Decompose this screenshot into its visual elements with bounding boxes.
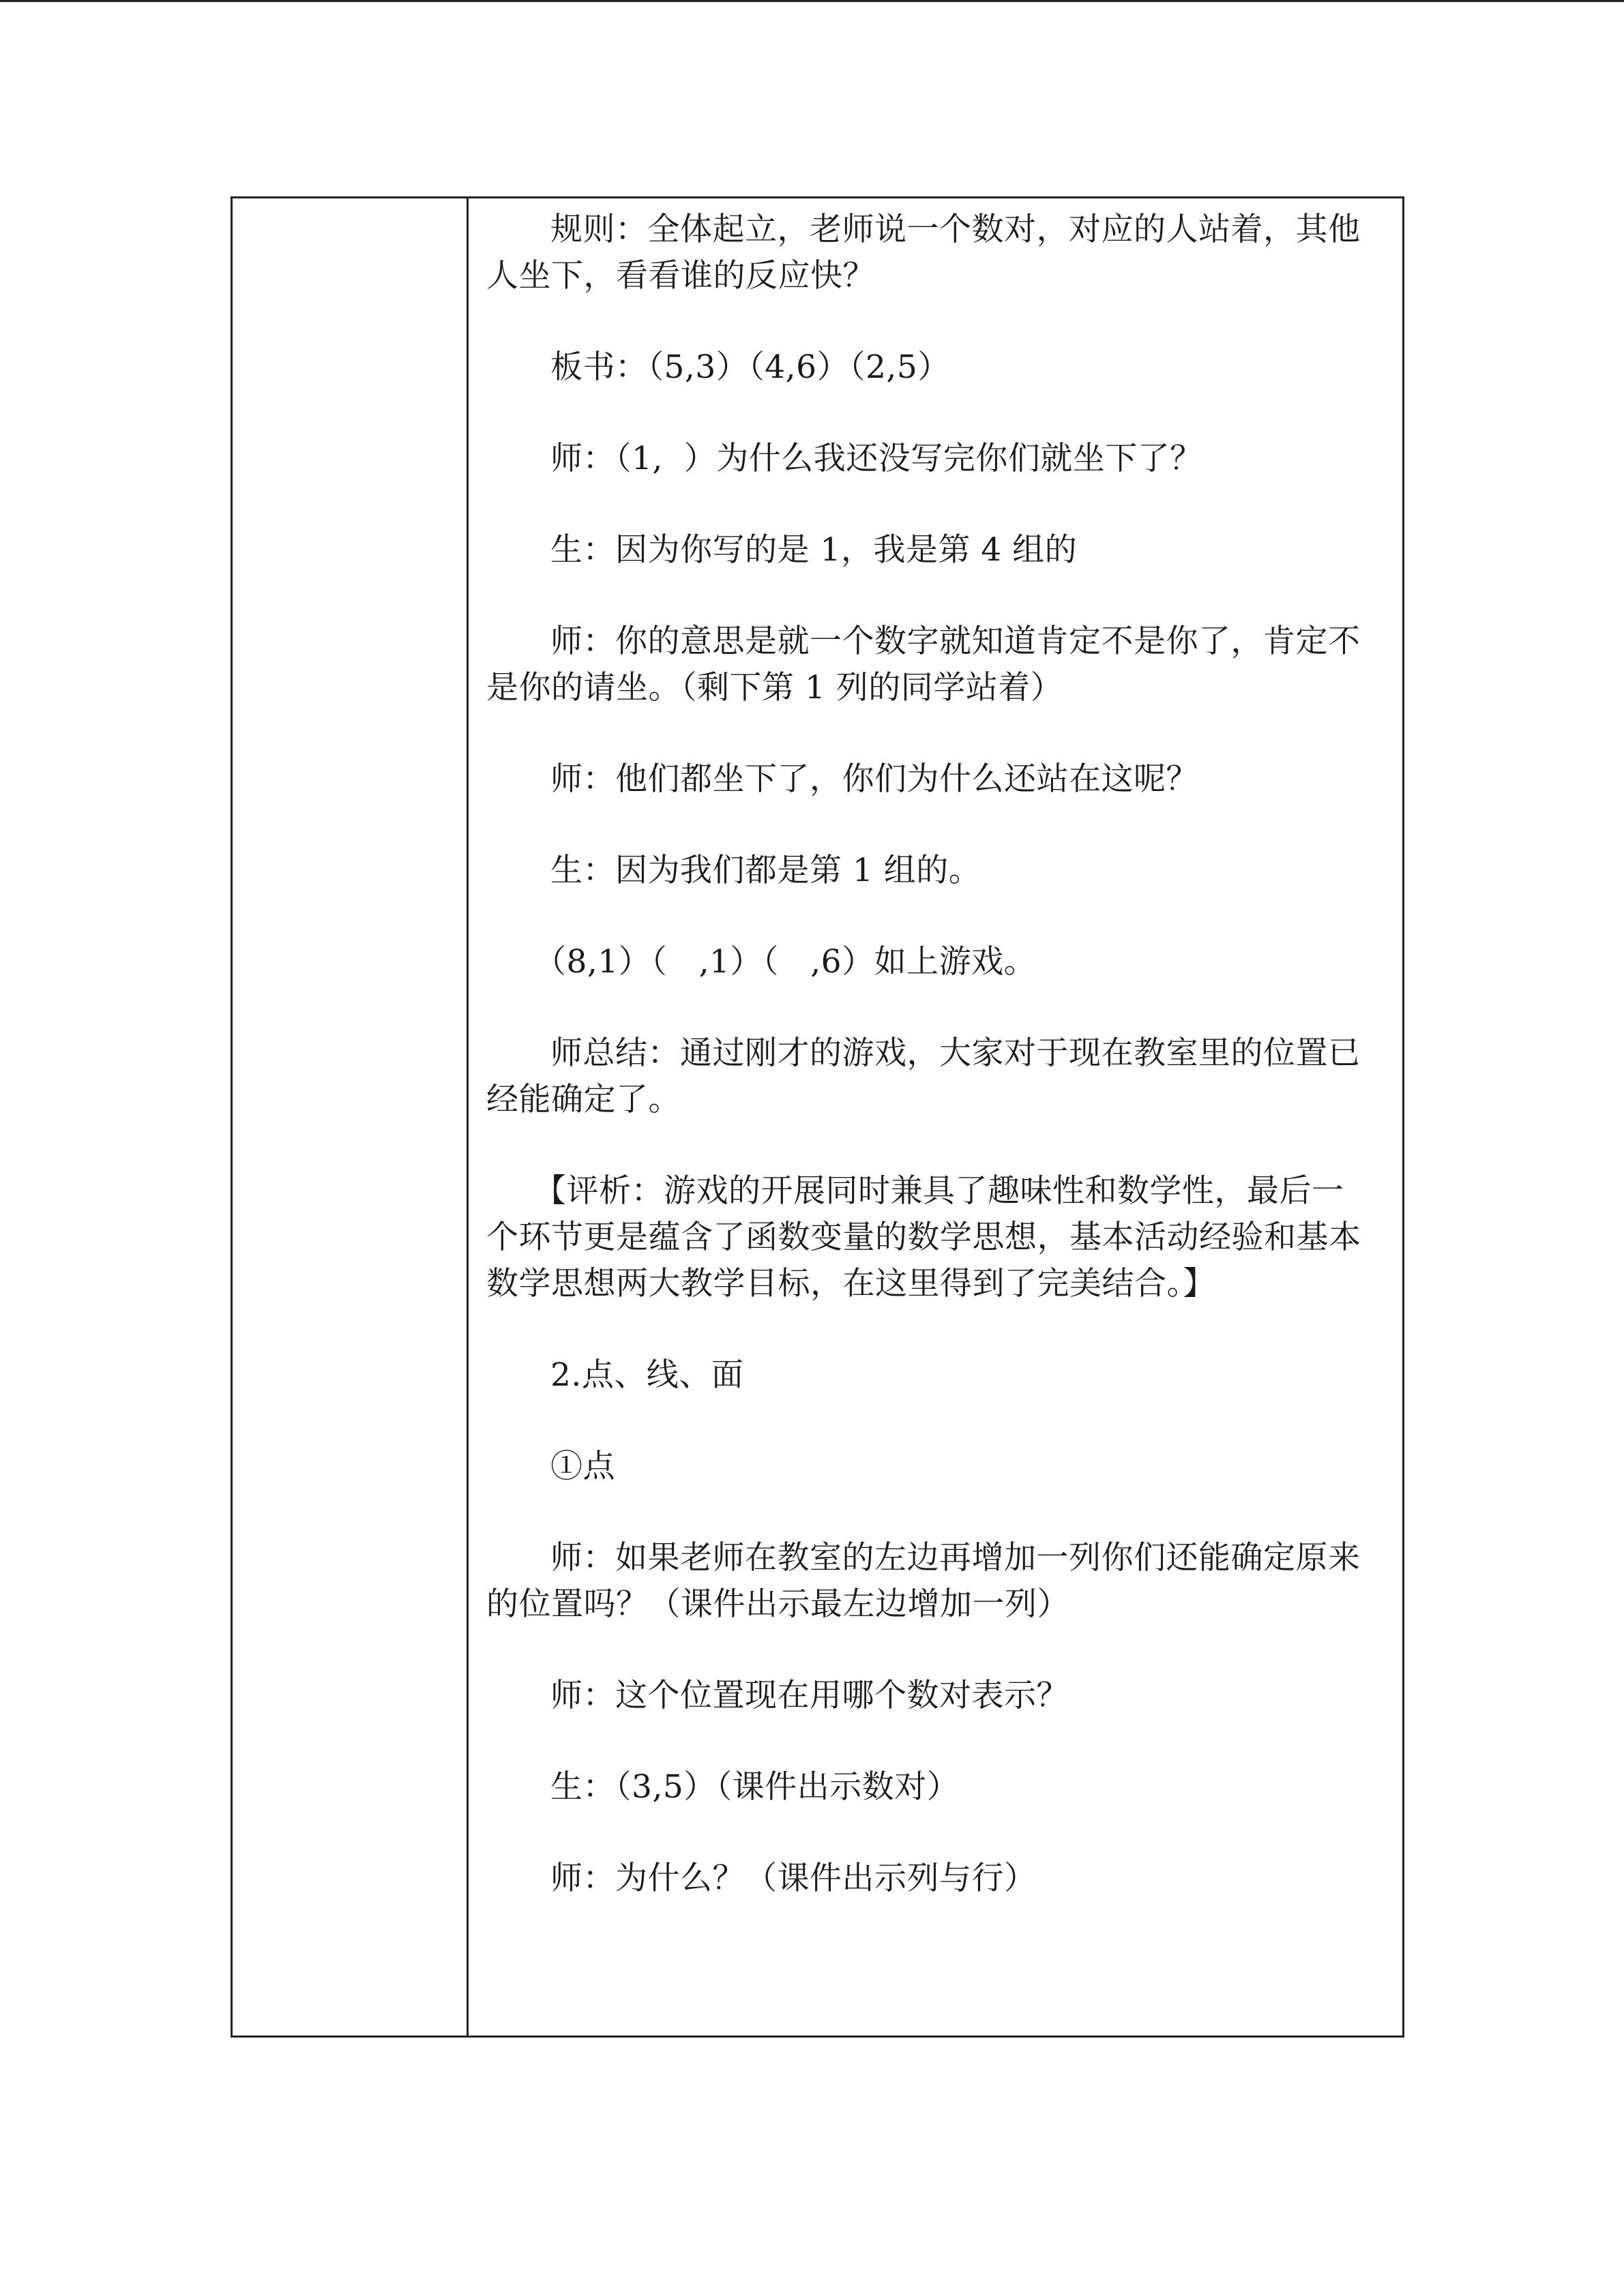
teacher-comment-paragraph: 师：你的意思是就一个数字就知道肯定不是你了，肯定不是你的请坐。（剩下第 1 列的同学站着） (486, 623, 1361, 706)
subsection-heading: ①点 (550, 1448, 615, 1485)
board-writing-paragraph: 板书：（5,3）（4,6）（2,5） (550, 348, 950, 386)
teacher-question-paragraph: 师：他们都坐下了，你们为什么还站在这呢？ (550, 760, 1198, 798)
page-top-rule (0, 0, 1624, 2)
teacher-question-paragraph: 师：（1, ）为什么我还没写完你们就坐下了？ (550, 440, 1202, 477)
table-left-cell (233, 198, 469, 2036)
student-answer-paragraph: 生：因为你写的是 1，我是第 4 组的 (550, 531, 1078, 569)
teacher-question-paragraph: 师：为什么？（课件出示列与行） (550, 1860, 1037, 1897)
teacher-summary-paragraph: 师总结：通过刚才的游戏，大家对于现在教室里的位置已经能确定了。 (486, 1034, 1361, 1118)
rule-paragraph: 规则：全体起立，老师说一个数对，对应的人站着，其他人坐下，看看谁的反应快？ (486, 211, 1361, 295)
lesson-table (231, 196, 1404, 2038)
teacher-question-paragraph: 师：这个位置现在用哪个数对表示？ (550, 1677, 1069, 1714)
evaluation-paragraph: 【评析：游戏的开展同时兼具了趣味性和数学性，最后一个环节更是蕴含了函数变量的数学思想，基本活动经验和基本数学思想两大教学目标，在这里得到了完美结合。】 (486, 1172, 1361, 1302)
table-content-cell (469, 198, 1402, 2036)
section-heading: 2.点、线、面 (550, 1356, 744, 1394)
number-pair-game-paragraph: （8,1）（ ,1）（ ,6）如上游戏。 (534, 943, 1037, 981)
student-answer-paragraph: 生：因为我们都是第 1 组的。 (550, 852, 981, 889)
teacher-question-paragraph: 师：如果老师在教室的左边再增加一列你们还能确定原来的位置吗？（课件出示最左边增加一列） (486, 1539, 1361, 1623)
student-answer-paragraph: 生：（3,5）（课件出示数对） (550, 1768, 960, 1806)
